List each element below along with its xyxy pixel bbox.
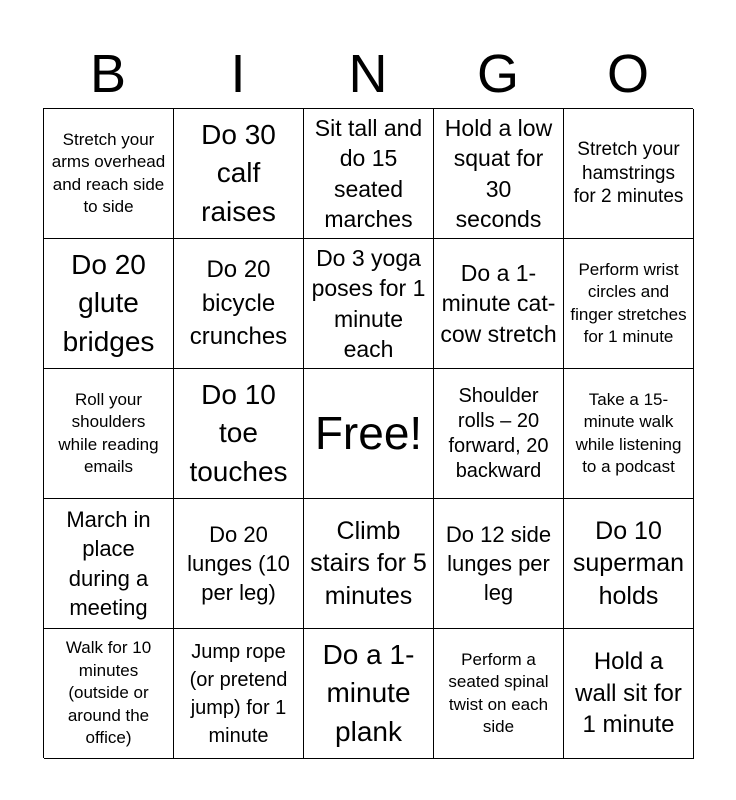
bingo-cell[interactable] [174, 239, 304, 369]
bingo-cell[interactable] [174, 109, 304, 239]
cell-text: Do a 1-minute cat-cow stretch [440, 259, 557, 347]
bingo-cell[interactable] [44, 499, 174, 629]
cell-text: Do a 1-minute plank [322, 638, 415, 747]
cell-text: Do 20 bicycle crunches [189, 256, 288, 351]
cell-text: Perform wrist circles and finger stretches for 1 minute [570, 259, 687, 346]
bingo-cell[interactable] [174, 499, 304, 629]
bingo-cell[interactable] [174, 629, 304, 759]
cell-text: Do 3 yoga poses for 1 minute each [311, 244, 426, 362]
cell-text: Climb stairs for 5 minutes [310, 516, 427, 610]
cell-text: Do 10 toe touches [189, 378, 288, 487]
cell-text: Roll your shoulders while reading emails [58, 389, 159, 476]
cell-text: Jump rope (or pretend jump) for 1 minute [189, 640, 288, 747]
cell-text: Walk for 10 minutes (outside or around the office) [65, 638, 152, 748]
cell-text: Do 12 side lunges per leg [445, 521, 552, 606]
cell-text: Do 30 calf raises [201, 118, 276, 227]
header-letter-i: I [230, 44, 246, 104]
bingo-cell[interactable] [304, 239, 434, 369]
bingo-cell[interactable] [434, 109, 564, 239]
bingo-cell[interactable] [564, 239, 694, 369]
bingo-cell[interactable] [44, 369, 174, 499]
bingo-cell[interactable] [564, 109, 694, 239]
cell-text: Stretch your hamstrings for 2 minutes [573, 138, 684, 208]
cell-text: Do 10 superman holds [572, 516, 685, 610]
bingo-cell[interactable] [304, 109, 434, 239]
bingo-cell[interactable] [434, 629, 564, 759]
cell-text: Shoulder rolls – 20 forward, 20 backward [448, 384, 549, 482]
free-space-text: Free! [314, 407, 423, 460]
bingo-cell[interactable] [564, 369, 694, 499]
bingo-cell[interactable] [44, 109, 174, 239]
bingo-cell[interactable] [434, 239, 564, 369]
bingo-cell[interactable] [44, 239, 174, 369]
bingo-cell[interactable] [564, 499, 694, 629]
bingo-cell[interactable] [44, 629, 174, 759]
cell-text: Take a 15-minute walk while listening to a podcast [575, 389, 682, 476]
header-letter-n: N [348, 44, 388, 104]
cell-text: March in place during a meeting [66, 507, 151, 620]
cell-text: Stretch your arms overhead and reach side to side [51, 129, 166, 216]
cell-text: Do 20 glute bridges [62, 248, 155, 357]
bingo-header [43, 40, 693, 108]
cell-text: Perform a seated spinal twist on each side [448, 649, 549, 736]
cell-text: Hold a wall sit for 1 minute [575, 647, 682, 739]
header-letter-b: B [89, 44, 127, 104]
free-space-cell[interactable] [304, 369, 434, 499]
cell-text: Do 20 lunges (10 per leg) [187, 521, 290, 606]
bingo-cell[interactable] [304, 499, 434, 629]
cell-text: Sit tall and do 15 seated marches [314, 114, 423, 232]
bingo-cell[interactable] [434, 369, 564, 499]
header-letter-o: O [606, 44, 649, 104]
bingo-cell[interactable] [564, 629, 694, 759]
cell-text: Hold a low squat for 30 seconds [444, 114, 553, 232]
bingo-cell[interactable] [304, 629, 434, 759]
bingo-board [43, 108, 693, 758]
header-letter-g: G [476, 44, 519, 104]
bingo-cell[interactable] [174, 369, 304, 499]
bingo-cell[interactable] [434, 499, 564, 629]
